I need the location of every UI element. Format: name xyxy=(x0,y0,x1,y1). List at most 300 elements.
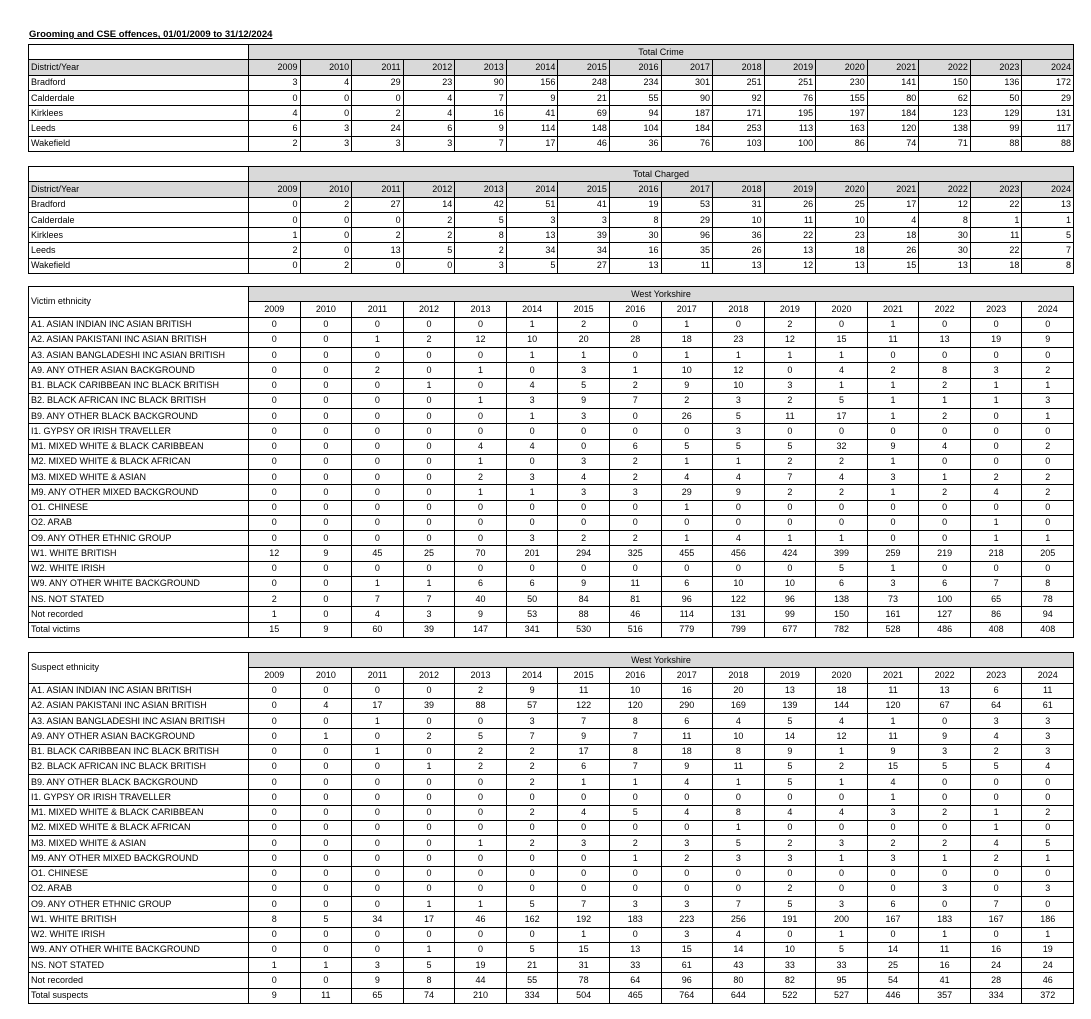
value-cell: 99 xyxy=(970,121,1022,136)
value-cell: 5 xyxy=(506,897,558,912)
value-cell: 73 xyxy=(867,592,919,607)
value-cell: 0 xyxy=(300,836,352,851)
value-cell: 10 xyxy=(506,332,558,347)
value-cell: 19 xyxy=(455,958,507,973)
table-row xyxy=(29,75,1074,90)
value-cell: 0 xyxy=(300,775,352,790)
value-cell: 16 xyxy=(970,942,1022,957)
value-cell: 1 xyxy=(506,485,558,500)
value-cell: 39 xyxy=(403,698,455,713)
value-cell: 2 xyxy=(249,592,301,607)
year-header: 2014 xyxy=(506,60,558,75)
row-label: M9. ANY OTHER MIXED BACKGROUND xyxy=(29,851,249,866)
value-cell: 3 xyxy=(661,897,713,912)
value-cell: 0 xyxy=(455,500,507,515)
row-label: O1. CHINESE xyxy=(29,866,249,881)
value-cell: 2 xyxy=(1022,805,1074,820)
value-cell: 504 xyxy=(558,988,610,1003)
value-cell: 1 xyxy=(661,348,713,363)
table-row xyxy=(29,546,1074,561)
table-row xyxy=(29,348,1074,363)
year-header: 2024 xyxy=(1022,668,1074,683)
value-cell: 139 xyxy=(764,698,816,713)
value-cell: 88 xyxy=(1022,136,1074,151)
value-cell: 0 xyxy=(713,500,765,515)
value-cell: 2 xyxy=(352,363,404,378)
value-cell: 0 xyxy=(403,258,455,273)
value-cell: 163 xyxy=(816,121,868,136)
value-cell: 65 xyxy=(352,988,404,1003)
value-cell: 103 xyxy=(713,136,765,151)
value-cell: 24 xyxy=(970,958,1022,973)
value-cell: 9 xyxy=(764,744,816,759)
value-cell: 0 xyxy=(403,866,455,881)
value-cell: 5 xyxy=(1022,836,1074,851)
row-label: I1. GYPSY OR IRISH TRAVELLER xyxy=(29,424,249,439)
value-cell: 779 xyxy=(661,622,713,637)
value-cell: 2 xyxy=(764,454,816,469)
value-cell: 0 xyxy=(764,561,816,576)
value-cell: 82 xyxy=(764,973,816,988)
year-header: 2019 xyxy=(764,182,816,197)
year-header: 2015 xyxy=(558,668,610,683)
value-cell: 9 xyxy=(558,729,610,744)
value-cell: 0 xyxy=(403,531,455,546)
value-cell: 3 xyxy=(352,958,404,973)
value-cell: 17 xyxy=(352,698,404,713)
value-cell: 4 xyxy=(867,212,919,227)
value-cell: 11 xyxy=(764,409,816,424)
value-cell: 5 xyxy=(816,561,868,576)
value-cell: 5 xyxy=(403,958,455,973)
value-cell: 0 xyxy=(867,348,919,363)
value-cell: 0 xyxy=(455,714,507,729)
value-cell: 4 xyxy=(970,485,1022,500)
value-cell: 28 xyxy=(970,973,1022,988)
value-cell: 12 xyxy=(455,332,507,347)
value-cell: 96 xyxy=(764,592,816,607)
value-cell: 1 xyxy=(455,897,507,912)
value-cell: 0 xyxy=(249,348,301,363)
value-cell: 4 xyxy=(816,714,868,729)
value-cell: 41 xyxy=(506,106,558,121)
value-cell: 0 xyxy=(300,454,352,469)
value-cell: 1 xyxy=(1022,378,1074,393)
value-cell: 3 xyxy=(867,470,919,485)
value-cell: 0 xyxy=(1022,454,1074,469)
value-cell: 0 xyxy=(919,714,971,729)
value-cell: 20 xyxy=(558,332,610,347)
value-cell: 88 xyxy=(455,698,507,713)
year-header: 2019 xyxy=(764,60,816,75)
value-cell: 3 xyxy=(506,714,558,729)
value-cell: 70 xyxy=(455,546,507,561)
value-cell: 11 xyxy=(764,212,816,227)
value-cell: 6 xyxy=(661,576,713,591)
table-row xyxy=(29,866,1074,881)
row-label: B1. BLACK CARIBBEAN INC BLACK BRITISH xyxy=(29,378,249,393)
value-cell: 3 xyxy=(558,363,610,378)
value-cell: 13 xyxy=(919,258,971,273)
year-header: 2015 xyxy=(558,302,610,317)
year-header: 2012 xyxy=(403,182,455,197)
value-cell: 0 xyxy=(1022,820,1074,835)
table-row xyxy=(29,228,1074,243)
value-cell: 2 xyxy=(919,485,971,500)
value-cell: 14 xyxy=(403,197,455,212)
value-cell: 0 xyxy=(403,317,455,332)
value-cell: 0 xyxy=(970,348,1022,363)
value-cell: 5 xyxy=(455,212,507,227)
year-header: 2021 xyxy=(867,182,919,197)
value-cell: 4 xyxy=(506,378,558,393)
value-cell: 0 xyxy=(300,348,352,363)
value-cell: 0 xyxy=(403,714,455,729)
value-cell: 0 xyxy=(609,317,661,332)
value-cell: 0 xyxy=(352,790,404,805)
year-header: 2014 xyxy=(506,302,558,317)
value-cell: 80 xyxy=(867,90,919,105)
suspect-ethnicity-header: Suspect ethnicity xyxy=(29,653,249,684)
value-cell: 76 xyxy=(764,90,816,105)
value-cell: 0 xyxy=(300,515,352,530)
year-header: 2020 xyxy=(816,60,868,75)
value-cell: 81 xyxy=(609,592,661,607)
value-cell: 0 xyxy=(506,454,558,469)
value-cell: 9 xyxy=(455,607,507,622)
value-cell: 0 xyxy=(455,942,507,957)
value-cell: 0 xyxy=(558,851,610,866)
value-cell: 2 xyxy=(609,470,661,485)
value-cell: 4 xyxy=(249,106,301,121)
value-cell: 4 xyxy=(919,439,971,454)
table-row xyxy=(29,622,1074,637)
row-label: Not recorded xyxy=(29,607,249,622)
value-cell: 0 xyxy=(403,683,455,698)
value-cell: 3 xyxy=(867,576,919,591)
value-cell: 20 xyxy=(713,683,765,698)
value-cell: 12 xyxy=(919,197,971,212)
table-row xyxy=(29,439,1074,454)
row-label: Calderdale xyxy=(29,212,249,227)
value-cell: 60 xyxy=(352,622,404,637)
value-cell: 0 xyxy=(300,106,352,121)
row-label: W9. ANY OTHER WHITE BACKGROUND xyxy=(29,576,249,591)
value-cell: 4 xyxy=(713,470,765,485)
value-cell: 0 xyxy=(249,378,301,393)
value-cell: 7 xyxy=(352,592,404,607)
year-header: 2011 xyxy=(352,668,404,683)
value-cell: 0 xyxy=(249,683,301,698)
row-label: A1. ASIAN INDIAN INC ASIAN BRITISH xyxy=(29,683,249,698)
value-cell: 3 xyxy=(816,897,868,912)
value-cell: 0 xyxy=(816,515,868,530)
value-cell: 23 xyxy=(713,332,765,347)
value-cell: 0 xyxy=(455,378,507,393)
value-cell: 1 xyxy=(661,317,713,332)
year-header: 2011 xyxy=(352,60,404,75)
value-cell: 0 xyxy=(867,866,919,881)
value-cell: 0 xyxy=(609,561,661,576)
value-cell: 0 xyxy=(300,485,352,500)
year-header: 2013 xyxy=(455,668,507,683)
value-cell: 11 xyxy=(661,258,713,273)
value-cell: 10 xyxy=(713,729,765,744)
value-cell: 1 xyxy=(403,942,455,957)
value-cell: 0 xyxy=(609,348,661,363)
value-cell: 0 xyxy=(919,317,971,332)
value-cell: 6 xyxy=(867,897,919,912)
table-row xyxy=(29,927,1074,942)
value-cell: 3 xyxy=(970,363,1022,378)
value-cell: 0 xyxy=(558,790,610,805)
value-cell: 171 xyxy=(713,106,765,121)
year-header: 2009 xyxy=(249,668,301,683)
value-cell: 50 xyxy=(506,592,558,607)
value-cell: 1 xyxy=(764,348,816,363)
value-cell: 13 xyxy=(764,683,816,698)
value-cell: 2 xyxy=(919,409,971,424)
value-cell: 5 xyxy=(764,714,816,729)
value-cell: 2 xyxy=(816,454,868,469)
value-cell: 33 xyxy=(816,958,868,973)
value-cell: 12 xyxy=(764,332,816,347)
value-cell: 1 xyxy=(919,927,971,942)
value-cell: 1 xyxy=(249,228,301,243)
value-cell: 0 xyxy=(558,881,610,896)
row-label: O1. CHINESE xyxy=(29,500,249,515)
value-cell: 0 xyxy=(300,759,352,774)
value-cell: 8 xyxy=(609,744,661,759)
value-cell: 0 xyxy=(506,866,558,881)
value-cell: 13 xyxy=(816,258,868,273)
value-cell: 117 xyxy=(1022,121,1074,136)
value-cell: 11 xyxy=(661,729,713,744)
value-cell: 1 xyxy=(713,820,765,835)
value-cell: 4 xyxy=(558,470,610,485)
value-cell: 0 xyxy=(249,258,301,273)
value-cell: 10 xyxy=(764,942,816,957)
table-row xyxy=(29,988,1074,1003)
value-cell: 13 xyxy=(352,243,404,258)
value-cell: 0 xyxy=(249,881,301,896)
value-cell: 184 xyxy=(867,106,919,121)
value-cell: 0 xyxy=(300,90,352,105)
value-cell: 96 xyxy=(661,973,713,988)
value-cell: 2 xyxy=(764,393,816,408)
table-row xyxy=(29,973,1074,988)
table-row xyxy=(29,683,1074,698)
value-cell: 120 xyxy=(609,698,661,713)
value-cell: 1 xyxy=(816,744,868,759)
value-cell: 0 xyxy=(455,805,507,820)
value-cell: 12 xyxy=(764,258,816,273)
table-row xyxy=(29,942,1074,957)
value-cell: 0 xyxy=(249,851,301,866)
value-cell: 29 xyxy=(661,212,713,227)
value-cell: 2 xyxy=(300,258,352,273)
value-cell: 0 xyxy=(352,393,404,408)
value-cell: 172 xyxy=(1022,75,1074,90)
value-cell: 18 xyxy=(816,243,868,258)
value-cell: 0 xyxy=(919,790,971,805)
value-cell: 334 xyxy=(970,988,1022,1003)
value-cell: 10 xyxy=(713,212,765,227)
value-cell: 1 xyxy=(455,836,507,851)
value-cell: 522 xyxy=(764,988,816,1003)
year-header: 2012 xyxy=(403,302,455,317)
value-cell: 3 xyxy=(661,836,713,851)
value-cell: 1 xyxy=(867,409,919,424)
value-cell: 8 xyxy=(403,973,455,988)
value-cell: 205 xyxy=(1022,546,1074,561)
row-label: A1. ASIAN INDIAN INC ASIAN BRITISH xyxy=(29,317,249,332)
row-label: A9. ANY OTHER ASIAN BACKGROUND xyxy=(29,729,249,744)
value-cell: 45 xyxy=(352,546,404,561)
value-cell: 0 xyxy=(352,424,404,439)
value-cell: 5 xyxy=(764,439,816,454)
value-cell: 46 xyxy=(609,607,661,622)
value-cell: 1 xyxy=(816,531,868,546)
value-cell: 3 xyxy=(867,851,919,866)
value-cell: 3 xyxy=(558,212,610,227)
value-cell: 0 xyxy=(352,729,404,744)
value-cell: 0 xyxy=(352,759,404,774)
value-cell: 167 xyxy=(970,912,1022,927)
value-cell: 1 xyxy=(816,927,868,942)
value-cell: 0 xyxy=(506,820,558,835)
value-cell: 13 xyxy=(609,942,661,957)
value-cell: 1 xyxy=(970,805,1022,820)
value-cell: 54 xyxy=(867,973,919,988)
value-cell: 192 xyxy=(558,912,610,927)
value-cell: 1 xyxy=(249,607,301,622)
value-cell: 18 xyxy=(661,332,713,347)
value-cell: 0 xyxy=(506,561,558,576)
value-cell: 0 xyxy=(249,454,301,469)
value-cell: 95 xyxy=(816,973,868,988)
value-cell: 0 xyxy=(249,439,301,454)
value-cell: 301 xyxy=(661,75,713,90)
value-cell: 186 xyxy=(1022,912,1074,927)
value-cell: 86 xyxy=(970,607,1022,622)
value-cell: 0 xyxy=(300,500,352,515)
value-cell: 31 xyxy=(558,958,610,973)
table-row xyxy=(29,729,1074,744)
value-cell: 7 xyxy=(455,136,507,151)
value-cell: 1 xyxy=(352,332,404,347)
value-cell: 9 xyxy=(661,378,713,393)
value-cell: 0 xyxy=(867,927,919,942)
value-cell: 0 xyxy=(249,866,301,881)
year-header: 2010 xyxy=(300,182,352,197)
value-cell: 34 xyxy=(352,912,404,927)
value-cell: 0 xyxy=(506,500,558,515)
value-cell: 2 xyxy=(506,744,558,759)
value-cell: 19 xyxy=(1022,942,1074,957)
value-cell: 0 xyxy=(300,897,352,912)
value-cell: 18 xyxy=(661,744,713,759)
value-cell: 782 xyxy=(816,622,868,637)
value-cell: 3 xyxy=(764,378,816,393)
value-cell: 0 xyxy=(352,454,404,469)
table-row xyxy=(29,121,1074,136)
value-cell: 4 xyxy=(970,836,1022,851)
value-cell: 0 xyxy=(249,531,301,546)
value-cell: 0 xyxy=(352,836,404,851)
table-row xyxy=(29,500,1074,515)
value-cell: 2 xyxy=(558,531,610,546)
value-cell: 7 xyxy=(609,759,661,774)
value-cell: 294 xyxy=(558,546,610,561)
value-cell: 123 xyxy=(919,106,971,121)
row-label: B2. BLACK AFRICAN INC BLACK BRITISH xyxy=(29,393,249,408)
value-cell: 0 xyxy=(970,881,1022,896)
value-cell: 12 xyxy=(249,546,301,561)
year-header: 2016 xyxy=(609,302,661,317)
value-cell: 25 xyxy=(816,197,868,212)
row-label: Wakefield xyxy=(29,136,249,151)
year-header: 2024 xyxy=(1022,60,1074,75)
value-cell: 74 xyxy=(403,988,455,1003)
suspect-ethnicity-table xyxy=(28,652,1074,1004)
value-cell: 0 xyxy=(249,790,301,805)
value-cell: 2 xyxy=(867,836,919,851)
value-cell: 3 xyxy=(919,881,971,896)
value-cell: 67 xyxy=(919,698,971,713)
value-cell: 0 xyxy=(403,439,455,454)
value-cell: 13 xyxy=(713,258,765,273)
table-row xyxy=(29,363,1074,378)
value-cell: 2 xyxy=(970,851,1022,866)
value-cell: 4 xyxy=(816,470,868,485)
table-row xyxy=(29,212,1074,227)
table-row xyxy=(29,378,1074,393)
value-cell: 0 xyxy=(506,790,558,805)
row-label: W9. ANY OTHER WHITE BACKGROUND xyxy=(29,942,249,957)
value-cell: 1 xyxy=(970,531,1022,546)
value-cell: 2 xyxy=(455,744,507,759)
value-cell: 44 xyxy=(455,973,507,988)
value-cell: 1 xyxy=(970,378,1022,393)
value-cell: 1 xyxy=(403,378,455,393)
value-cell: 0 xyxy=(455,866,507,881)
table-row xyxy=(29,531,1074,546)
value-cell: 9 xyxy=(455,121,507,136)
value-cell: 9 xyxy=(919,729,971,744)
year-header: 2021 xyxy=(867,668,919,683)
victim-ethnicity-header: Victim ethnicity xyxy=(29,287,249,318)
value-cell: 644 xyxy=(713,988,765,1003)
value-cell: 1 xyxy=(661,454,713,469)
value-cell: 0 xyxy=(300,927,352,942)
table-row xyxy=(29,106,1074,121)
value-cell: 1 xyxy=(1022,212,1074,227)
value-cell: 2 xyxy=(506,836,558,851)
table-row xyxy=(29,820,1074,835)
value-cell: 120 xyxy=(867,698,919,713)
value-cell: 0 xyxy=(764,790,816,805)
value-cell: 2 xyxy=(455,759,507,774)
value-cell: 0 xyxy=(919,897,971,912)
value-cell: 31 xyxy=(713,197,765,212)
value-cell: 325 xyxy=(609,546,661,561)
row-label: W2. WHITE IRISH xyxy=(29,561,249,576)
value-cell: 516 xyxy=(609,622,661,637)
value-cell: 2 xyxy=(661,393,713,408)
value-cell: 0 xyxy=(352,683,404,698)
value-cell: 0 xyxy=(352,866,404,881)
